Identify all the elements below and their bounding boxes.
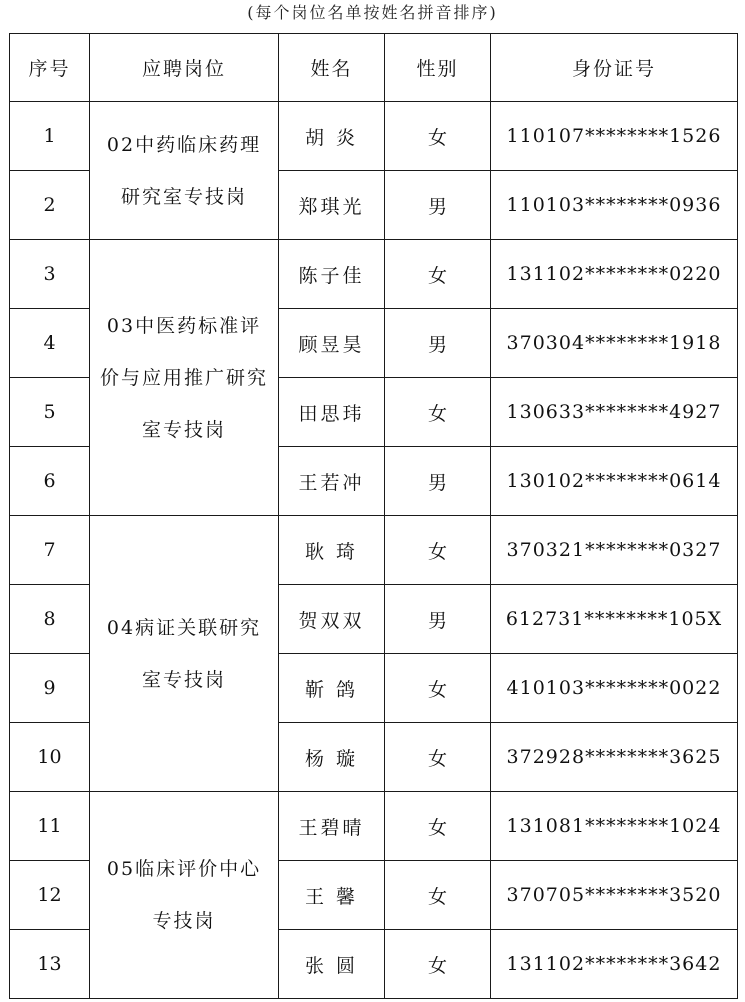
- position-cell: [90, 102, 279, 240]
- table-row: [10, 516, 738, 585]
- position-cell: [90, 792, 279, 999]
- applicant-gender: 男: [385, 585, 491, 654]
- applicant-name: 杨 璇: [279, 723, 385, 792]
- applicant-name: 郑琪光: [279, 171, 385, 240]
- position-label: 05临床评价中心专技岗: [106, 858, 262, 932]
- applicant-id: 370321********0327: [491, 516, 738, 585]
- applicant-id: 130102********0614: [491, 447, 738, 516]
- row-number: 1: [10, 102, 90, 171]
- position-cell: [90, 516, 279, 792]
- sort-note: (每个岗位名单按姓名拼音排序): [247, 3, 498, 22]
- applicant-id: 372928********3625: [491, 723, 738, 792]
- applicant-name: 张 圆: [279, 930, 385, 999]
- row-number: 12: [10, 861, 90, 930]
- applicant-id: 131102********0220: [491, 240, 738, 309]
- applicant-gender: 男: [385, 447, 491, 516]
- applicant-id: 110103********0936: [491, 171, 738, 240]
- applicant-id: 131102********3642: [491, 930, 738, 999]
- applicant-name: 顾昱昊: [279, 309, 385, 378]
- applicant-name: 陈子佳: [279, 240, 385, 309]
- applicant-gender: 女: [385, 102, 491, 171]
- applicant-gender: 女: [385, 240, 491, 309]
- row-number: 6: [10, 447, 90, 516]
- row-number: 4: [10, 309, 90, 378]
- applicant-table: [9, 33, 738, 999]
- applicant-id: 110107********1526: [491, 102, 738, 171]
- applicant-gender: 男: [385, 171, 491, 240]
- applicant-gender: 女: [385, 861, 491, 930]
- header-seq: 序号: [10, 34, 90, 102]
- applicant-gender: 女: [385, 654, 491, 723]
- row-number: 2: [10, 171, 90, 240]
- applicant-gender: 女: [385, 378, 491, 447]
- row-number: 13: [10, 930, 90, 999]
- applicant-id: 410103********0022: [491, 654, 738, 723]
- header-position: 应聘岗位: [90, 34, 279, 102]
- applicant-id: 131081********1024: [491, 792, 738, 861]
- row-number: 11: [10, 792, 90, 861]
- applicant-name: 王碧晴: [279, 792, 385, 861]
- row-number: 9: [10, 654, 90, 723]
- row-number: 10: [10, 723, 90, 792]
- table-header-row: [10, 34, 738, 102]
- table-row: [10, 792, 738, 861]
- applicant-gender: 女: [385, 516, 491, 585]
- row-number: 8: [10, 585, 90, 654]
- applicant-name: 王若冲: [279, 447, 385, 516]
- position-label: 03中医药标准评价与应用推广研究室专技岗: [99, 314, 268, 441]
- header-gender: 性别: [385, 34, 491, 102]
- row-number: 3: [10, 240, 90, 309]
- table-row: [10, 102, 738, 171]
- position-cell: [90, 240, 279, 516]
- applicant-id: 370304********1918: [491, 309, 738, 378]
- applicant-id: 130633********4927: [491, 378, 738, 447]
- applicant-name: 田思玮: [279, 378, 385, 447]
- applicant-gender: 女: [385, 930, 491, 999]
- applicant-name: 王 馨: [279, 861, 385, 930]
- applicant-id: 370705********3520: [491, 861, 738, 930]
- table-row: [10, 240, 738, 309]
- applicant-id: 612731********105X: [491, 585, 738, 654]
- applicant-name: 胡 炎: [279, 102, 385, 171]
- header-name: 姓名: [279, 34, 385, 102]
- header-id: 身份证号: [491, 34, 738, 102]
- applicant-name: 靳 鸽: [279, 654, 385, 723]
- applicant-name: 耿 琦: [279, 516, 385, 585]
- applicant-gender: 男: [385, 309, 491, 378]
- applicant-gender: 女: [385, 723, 491, 792]
- applicant-name: 贺双双: [279, 585, 385, 654]
- position-label: 04病证关联研究室专技岗: [106, 616, 262, 691]
- row-number: 7: [10, 516, 90, 585]
- applicant-gender: 女: [385, 792, 491, 861]
- row-number: 5: [10, 378, 90, 447]
- position-label: 02中药临床药理研究室专技岗: [106, 133, 262, 208]
